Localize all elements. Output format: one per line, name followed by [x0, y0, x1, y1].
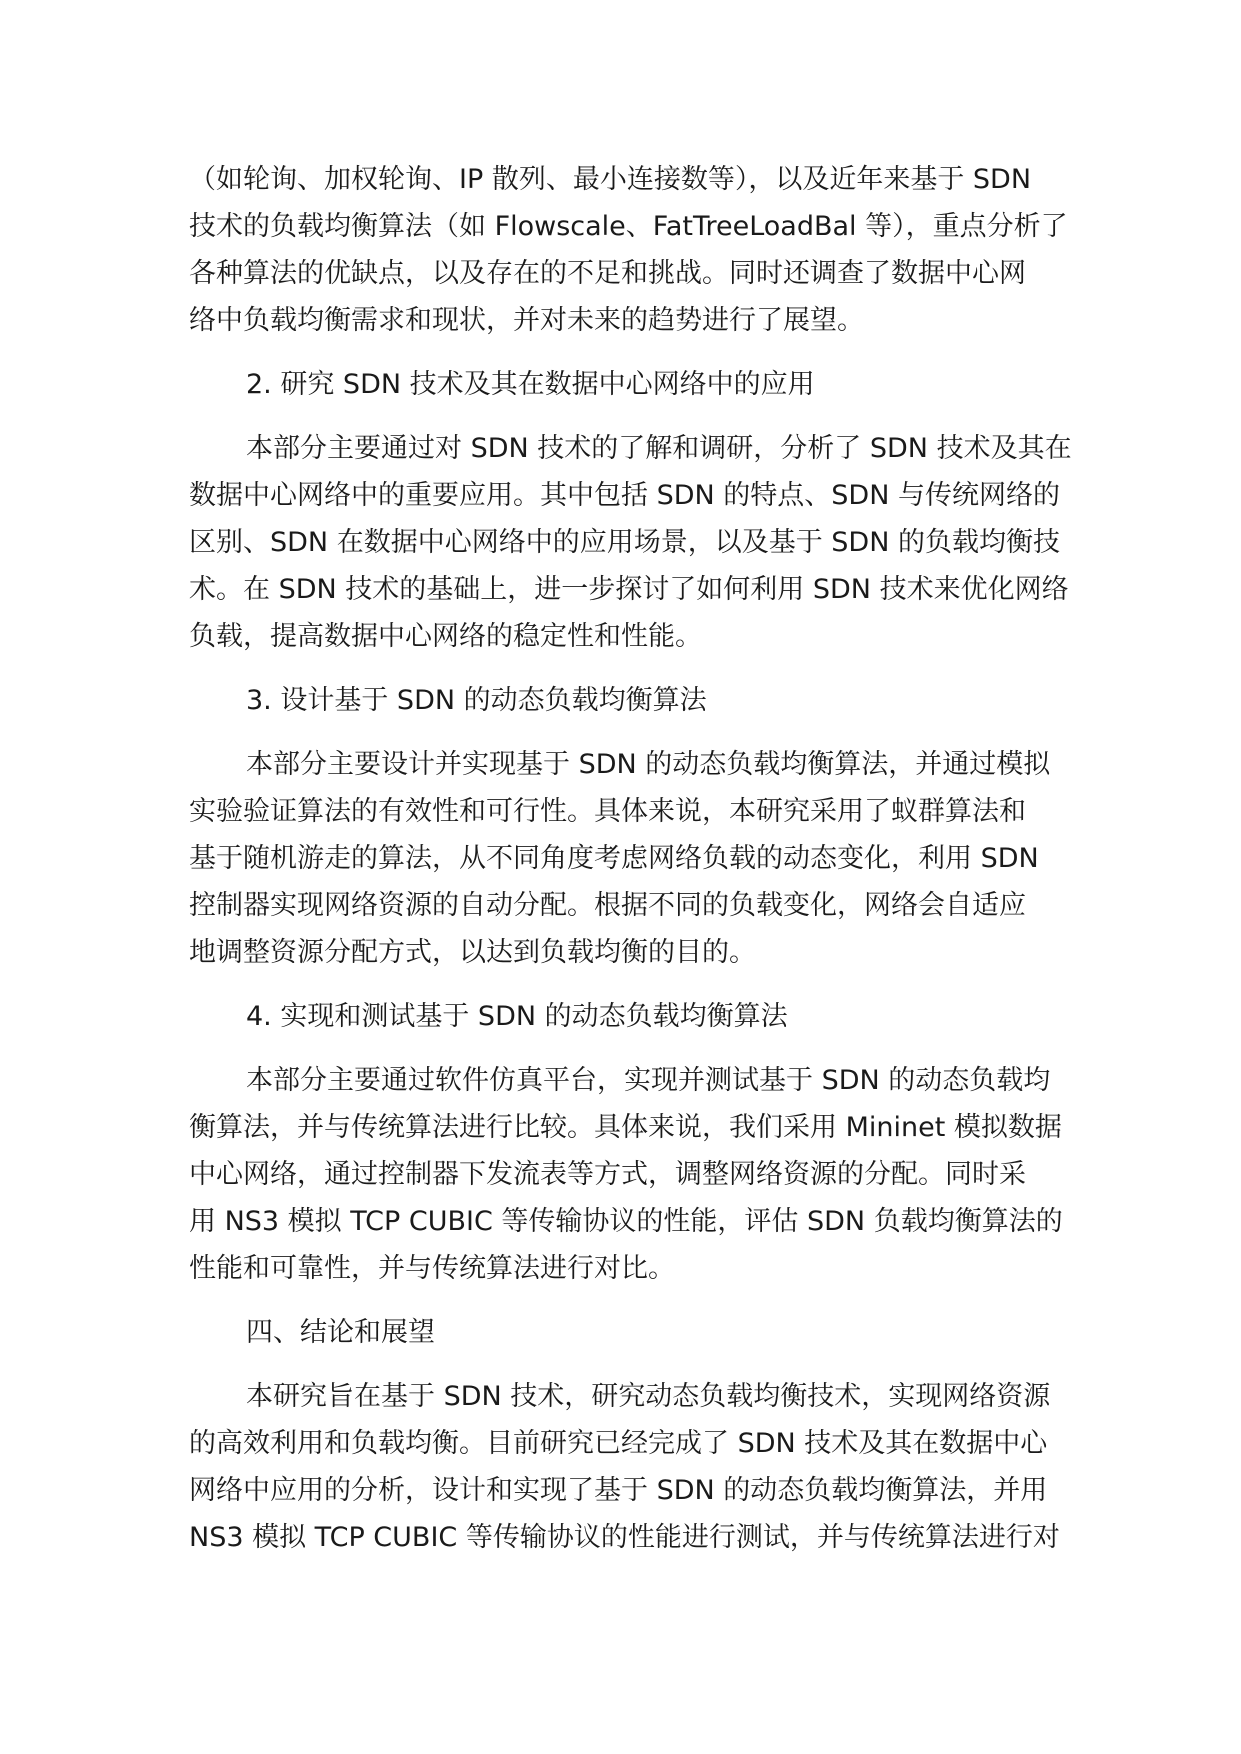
- paragraph-line: 络中负载均衡需求和现状，并对未来的趋势进行了展望。: [189, 305, 864, 336]
- paragraph-line: （如轮询、加权轮询、IP 散列、最小连接数等），以及近年来基于 SDN: [189, 164, 1032, 195]
- document-body: [189, 156, 1072, 1578]
- paragraph: [189, 425, 1072, 660]
- paragraph-line: 性能和可靠性，并与传统算法进行对比。: [189, 1253, 675, 1284]
- heading-text: 4. 实现和测试基于 SDN 的动态负载均衡算法: [246, 1001, 788, 1032]
- paragraph-line: 衡算法，并与传统算法进行比较。具体来说，我们采用 Mininet 模拟数据: [189, 1112, 1062, 1143]
- paragraph: [189, 1057, 1063, 1292]
- paragraph-line: 用 NS3 模拟 TCP CUBIC 等传输协议的性能，评估 SDN 负载均衡算法的: [189, 1206, 1063, 1237]
- heading-text: 3. 设计基于 SDN 的动态负载均衡算法: [246, 685, 707, 716]
- paragraph-line: NS3 模拟 TCP CUBIC 等传输协议的性能进行测试，并与传统算法进行对: [189, 1522, 1060, 1553]
- paragraph-line: 本部分主要通过软件仿真平台，实现并测试基于 SDN 的动态负载均: [246, 1065, 1051, 1096]
- paragraph-line: 本研究旨在基于 SDN 技术，研究动态负载均衡技术，实现网络资源: [246, 1381, 1051, 1412]
- paragraph-line: 各种算法的优缺点，以及存在的不足和挑战。同时还调查了数据中心网: [189, 258, 1026, 289]
- section-heading: [189, 361, 1059, 408]
- paragraph-line: 本部分主要设计并实现基于 SDN 的动态负载均衡算法，并通过模拟: [246, 749, 1051, 780]
- paragraph-line: 地调整资源分配方式，以达到负载均衡的目的。: [189, 937, 756, 968]
- section-heading: [189, 993, 1059, 1040]
- heading-text: 2. 研究 SDN 技术及其在数据中心网络中的应用: [246, 369, 815, 400]
- paragraph-line: 网络中应用的分析，设计和实现了基于 SDN 的动态负载均衡算法，并用: [189, 1475, 1048, 1506]
- paragraph-line: 技术的负载均衡算法（如 Flowscale、FatTreeLoadBal 等），重点分析了: [189, 211, 1068, 242]
- paragraph-line: 实验验证算法的有效性和可行性。具体来说，本研究采用了蚁群算法和: [189, 796, 1026, 827]
- paragraph-continuation: [189, 156, 1068, 344]
- paragraph-line: 区别、SDN 在数据中心网络中的应用场景，以及基于 SDN 的负载均衡技: [189, 527, 1060, 558]
- paragraph: [189, 741, 1059, 976]
- paragraph: [189, 1373, 1059, 1561]
- paragraph-line: 术。在 SDN 技术的基础上，进一步探讨了如何利用 SDN 技术来优化网络: [189, 574, 1069, 605]
- section-heading: [189, 677, 1059, 724]
- chapter-heading: [189, 1309, 1059, 1356]
- heading-text: 四、结论和展望: [246, 1317, 435, 1348]
- paragraph-line: 负载，提高数据中心网络的稳定性和性能。: [189, 621, 702, 652]
- paragraph-line: 的高效利用和负载均衡。目前研究已经完成了 SDN 技术及其在数据中心: [189, 1428, 1048, 1459]
- paragraph-line: 数据中心网络中的重要应用。其中包括 SDN 的特点、SDN 与传统网络的: [189, 480, 1060, 511]
- paragraph-line: 本部分主要通过对 SDN 技术的了解和调研，分析了 SDN 技术及其在: [246, 433, 1072, 464]
- paragraph-line: 基于随机游走的算法，从不同角度考虑网络负载的动态变化，利用 SDN: [189, 843, 1039, 874]
- paragraph-line: 中心网络，通过控制器下发流表等方式，调整网络资源的分配。同时采: [189, 1159, 1026, 1190]
- paragraph-line: 控制器实现网络资源的自动分配。根据不同的负载变化，网络会自适应: [189, 890, 1026, 921]
